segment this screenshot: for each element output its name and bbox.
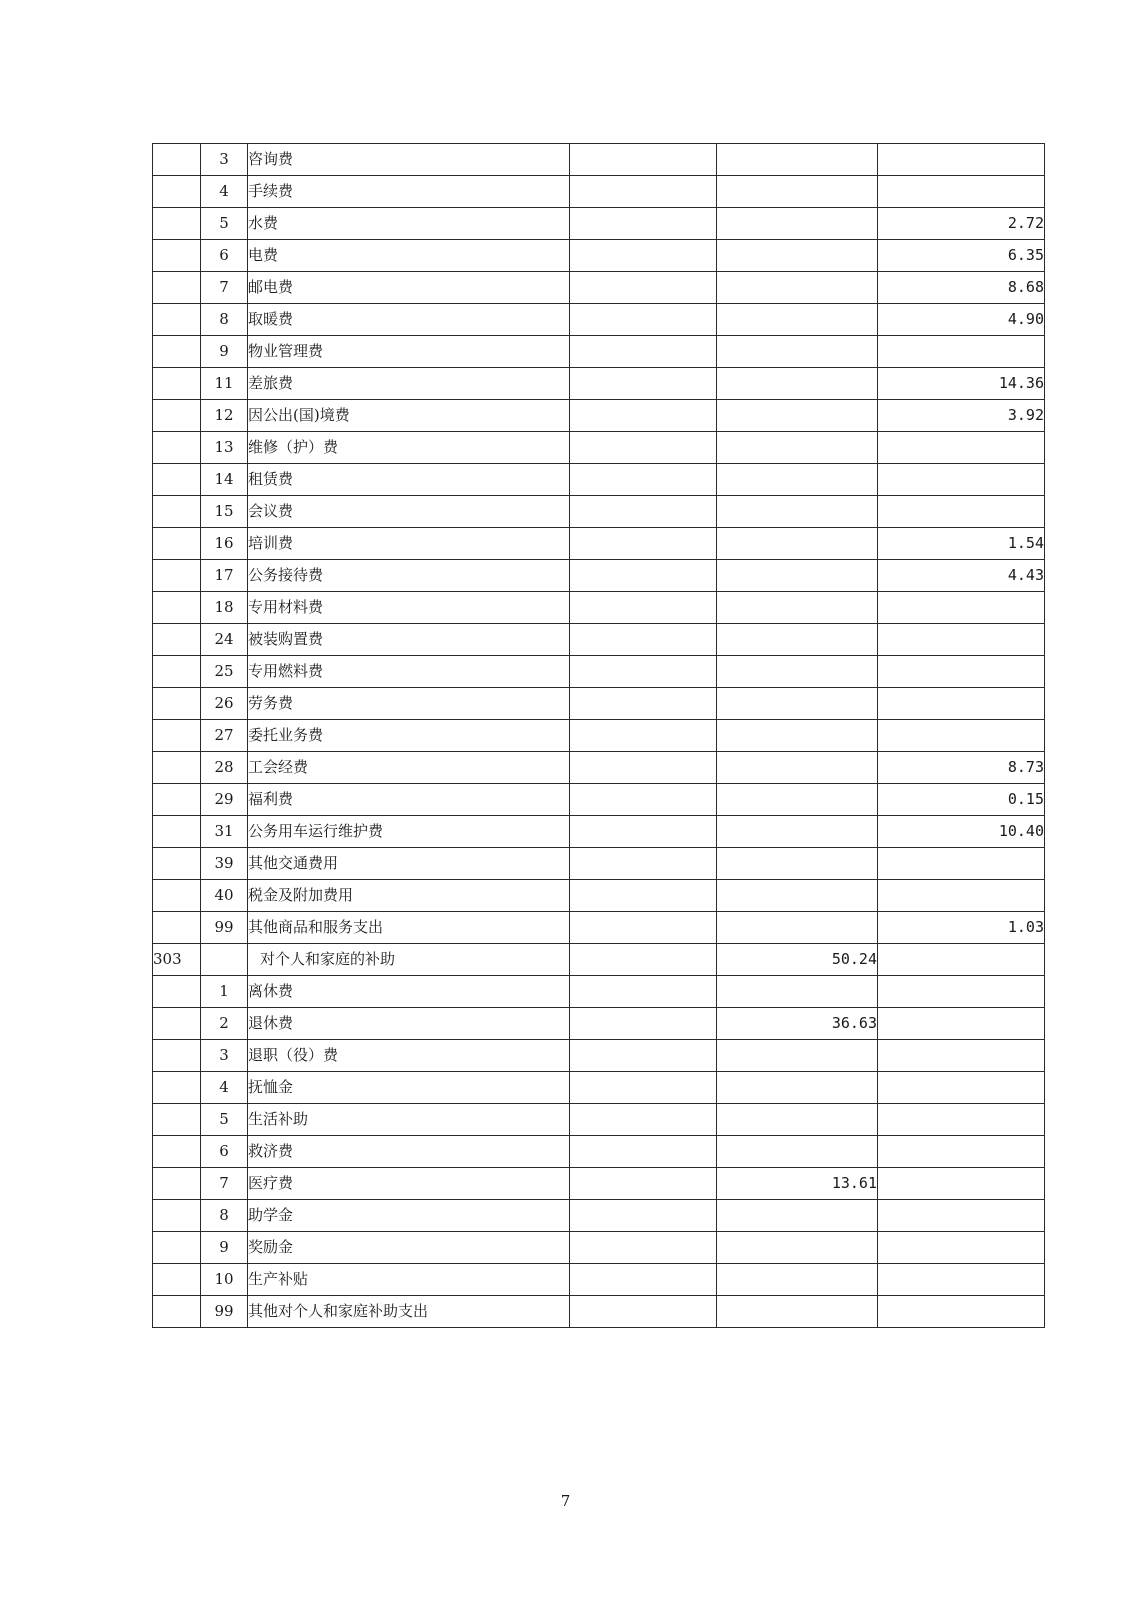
item-name-cell: 救济费 bbox=[248, 1136, 570, 1168]
class-code-cell bbox=[153, 208, 201, 240]
amount-cell-b bbox=[717, 688, 878, 720]
item-name-cell: 其他交通费用 bbox=[248, 848, 570, 880]
amount-cell-c: 3.92 bbox=[878, 400, 1045, 432]
amount-cell-a bbox=[570, 816, 717, 848]
amount-cell-b bbox=[717, 368, 878, 400]
amount-cell-a bbox=[570, 368, 717, 400]
amount-cell-a bbox=[570, 176, 717, 208]
class-code-cell bbox=[153, 1072, 201, 1104]
amount-cell-a bbox=[570, 848, 717, 880]
item-code-cell: 24 bbox=[201, 624, 248, 656]
item-code-cell: 7 bbox=[201, 1168, 248, 1200]
expenditure-table bbox=[152, 143, 1045, 1328]
item-code-cell: 7 bbox=[201, 272, 248, 304]
amount-cell-b bbox=[717, 1072, 878, 1104]
item-name-cell: 退职（役）费 bbox=[248, 1040, 570, 1072]
amount-cell-b bbox=[717, 720, 878, 752]
amount-cell-a bbox=[570, 560, 717, 592]
item-name-cell: 专用材料费 bbox=[248, 592, 570, 624]
item-code-cell: 10 bbox=[201, 1264, 248, 1296]
amount-cell-b bbox=[717, 1232, 878, 1264]
amount-cell-c bbox=[878, 1200, 1045, 1232]
item-name-cell: 奖励金 bbox=[248, 1232, 570, 1264]
item-code-cell: 13 bbox=[201, 432, 248, 464]
item-code-cell: 27 bbox=[201, 720, 248, 752]
amount-cell-c bbox=[878, 1104, 1045, 1136]
amount-cell-c: 1.54 bbox=[878, 528, 1045, 560]
item-name-cell: 公务接待费 bbox=[248, 560, 570, 592]
amount-cell-a bbox=[570, 432, 717, 464]
amount-cell-b bbox=[717, 784, 878, 816]
amount-cell-b bbox=[717, 560, 878, 592]
table-row bbox=[153, 1168, 1045, 1200]
class-code-cell bbox=[153, 1008, 201, 1040]
item-name-cell: 公务用车运行维护费 bbox=[248, 816, 570, 848]
item-code-cell: 6 bbox=[201, 240, 248, 272]
table-row bbox=[153, 240, 1045, 272]
amount-cell-a bbox=[570, 208, 717, 240]
amount-cell-b bbox=[717, 208, 878, 240]
amount-cell-a bbox=[570, 144, 717, 176]
amount-cell-c: 8.73 bbox=[878, 752, 1045, 784]
amount-cell-b bbox=[717, 464, 878, 496]
amount-cell-a bbox=[570, 976, 717, 1008]
class-code-cell bbox=[153, 1232, 201, 1264]
table-row bbox=[153, 496, 1045, 528]
amount-cell-b bbox=[717, 656, 878, 688]
table-row bbox=[153, 400, 1045, 432]
table-row bbox=[153, 624, 1045, 656]
item-name-cell: 助学金 bbox=[248, 1200, 570, 1232]
class-code-cell bbox=[153, 1136, 201, 1168]
amount-cell-b bbox=[717, 848, 878, 880]
amount-cell-a bbox=[570, 784, 717, 816]
item-name-cell: 对个人和家庭的补助 bbox=[248, 944, 570, 976]
amount-cell-c bbox=[878, 1232, 1045, 1264]
budget-table-container bbox=[152, 143, 1044, 1328]
item-name-cell: 医疗费 bbox=[248, 1168, 570, 1200]
class-code-cell: 303 bbox=[153, 944, 201, 976]
class-code-cell bbox=[153, 752, 201, 784]
amount-cell-a bbox=[570, 624, 717, 656]
amount-cell-a bbox=[570, 912, 717, 944]
expenditure-table-body bbox=[153, 144, 1045, 1328]
amount-cell-b bbox=[717, 304, 878, 336]
class-code-cell bbox=[153, 560, 201, 592]
amount-cell-a bbox=[570, 656, 717, 688]
table-row bbox=[153, 784, 1045, 816]
table-row bbox=[153, 1200, 1045, 1232]
item-name-cell: 生产补贴 bbox=[248, 1264, 570, 1296]
amount-cell-a bbox=[570, 1264, 717, 1296]
item-code-cell: 8 bbox=[201, 1200, 248, 1232]
amount-cell-b bbox=[717, 144, 878, 176]
amount-cell-c: 10.40 bbox=[878, 816, 1045, 848]
class-code-cell bbox=[153, 1168, 201, 1200]
amount-cell-c bbox=[878, 976, 1045, 1008]
item-code-cell: 16 bbox=[201, 528, 248, 560]
item-name-cell: 专用燃料费 bbox=[248, 656, 570, 688]
class-code-cell bbox=[153, 976, 201, 1008]
class-code-cell bbox=[153, 1200, 201, 1232]
item-code-cell: 5 bbox=[201, 208, 248, 240]
class-code-cell bbox=[153, 336, 201, 368]
amount-cell-a bbox=[570, 304, 717, 336]
amount-cell-b bbox=[717, 400, 878, 432]
item-name-cell: 租赁费 bbox=[248, 464, 570, 496]
table-row bbox=[153, 1232, 1045, 1264]
amount-cell-a bbox=[570, 1296, 717, 1328]
item-name-cell: 生活补助 bbox=[248, 1104, 570, 1136]
amount-cell-c: 4.90 bbox=[878, 304, 1045, 336]
amount-cell-c: 1.03 bbox=[878, 912, 1045, 944]
item-code-cell: 15 bbox=[201, 496, 248, 528]
table-row bbox=[153, 464, 1045, 496]
table-row bbox=[153, 1264, 1045, 1296]
table-row bbox=[153, 976, 1045, 1008]
item-code-cell: 18 bbox=[201, 592, 248, 624]
item-name-cell: 离休费 bbox=[248, 976, 570, 1008]
amount-cell-c bbox=[878, 464, 1045, 496]
class-code-cell bbox=[153, 496, 201, 528]
amount-cell-c bbox=[878, 336, 1045, 368]
table-row bbox=[153, 1104, 1045, 1136]
item-code-cell: 5 bbox=[201, 1104, 248, 1136]
item-code-cell: 99 bbox=[201, 912, 248, 944]
item-name-cell: 其他商品和服务支出 bbox=[248, 912, 570, 944]
item-code-cell: 12 bbox=[201, 400, 248, 432]
class-code-cell bbox=[153, 1264, 201, 1296]
amount-cell-c bbox=[878, 1072, 1045, 1104]
table-row bbox=[153, 752, 1045, 784]
page-number: 7 bbox=[560, 1492, 571, 1510]
table-row bbox=[153, 272, 1045, 304]
amount-cell-a bbox=[570, 592, 717, 624]
amount-cell-b bbox=[717, 816, 878, 848]
amount-cell-b bbox=[717, 528, 878, 560]
amount-cell-b: 36.63 bbox=[717, 1008, 878, 1040]
amount-cell-c bbox=[878, 848, 1045, 880]
table-row bbox=[153, 1040, 1045, 1072]
class-code-cell bbox=[153, 304, 201, 336]
table-row bbox=[153, 816, 1045, 848]
table-row bbox=[153, 528, 1045, 560]
item-code-cell: 39 bbox=[201, 848, 248, 880]
table-row bbox=[153, 432, 1045, 464]
table-row bbox=[153, 336, 1045, 368]
amount-cell-b: 50.24 bbox=[717, 944, 878, 976]
class-code-cell bbox=[153, 432, 201, 464]
class-code-cell bbox=[153, 880, 201, 912]
amount-cell-b bbox=[717, 272, 878, 304]
amount-cell-a bbox=[570, 496, 717, 528]
item-name-cell: 培训费 bbox=[248, 528, 570, 560]
amount-cell-b: 13.61 bbox=[717, 1168, 878, 1200]
class-code-cell bbox=[153, 720, 201, 752]
item-name-cell: 水费 bbox=[248, 208, 570, 240]
class-code-cell bbox=[153, 848, 201, 880]
amount-cell-b bbox=[717, 592, 878, 624]
amount-cell-a bbox=[570, 1232, 717, 1264]
amount-cell-a bbox=[570, 1168, 717, 1200]
table-row bbox=[153, 656, 1045, 688]
amount-cell-c bbox=[878, 720, 1045, 752]
item-name-cell: 其他对个人和家庭补助支出 bbox=[248, 1296, 570, 1328]
amount-cell-b bbox=[717, 880, 878, 912]
amount-cell-c: 4.43 bbox=[878, 560, 1045, 592]
amount-cell-c bbox=[878, 1296, 1045, 1328]
amount-cell-a bbox=[570, 400, 717, 432]
item-name-cell: 电费 bbox=[248, 240, 570, 272]
class-code-cell bbox=[153, 176, 201, 208]
amount-cell-a bbox=[570, 240, 717, 272]
amount-cell-c bbox=[878, 1040, 1045, 1072]
item-name-cell: 退休费 bbox=[248, 1008, 570, 1040]
amount-cell-a bbox=[570, 528, 717, 560]
amount-cell-c bbox=[878, 880, 1045, 912]
table-row bbox=[153, 1072, 1045, 1104]
class-code-cell bbox=[153, 528, 201, 560]
amount-cell-c: 14.36 bbox=[878, 368, 1045, 400]
item-code-cell: 4 bbox=[201, 176, 248, 208]
item-code-cell: 99 bbox=[201, 1296, 248, 1328]
item-name-cell: 会议费 bbox=[248, 496, 570, 528]
amount-cell-c bbox=[878, 592, 1045, 624]
amount-cell-a bbox=[570, 1200, 717, 1232]
item-name-cell: 委托业务费 bbox=[248, 720, 570, 752]
amount-cell-a bbox=[570, 1008, 717, 1040]
item-name-cell: 税金及附加费用 bbox=[248, 880, 570, 912]
item-code-cell: 3 bbox=[201, 1040, 248, 1072]
amount-cell-b bbox=[717, 1200, 878, 1232]
amount-cell-a bbox=[570, 752, 717, 784]
amount-cell-a bbox=[570, 944, 717, 976]
amount-cell-c: 8.68 bbox=[878, 272, 1045, 304]
item-code-cell: 9 bbox=[201, 1232, 248, 1264]
table-row bbox=[153, 1136, 1045, 1168]
table-row bbox=[153, 720, 1045, 752]
class-code-cell bbox=[153, 464, 201, 496]
item-code-cell: 14 bbox=[201, 464, 248, 496]
item-code-cell: 26 bbox=[201, 688, 248, 720]
item-name-cell: 被装购置费 bbox=[248, 624, 570, 656]
item-code-cell: 31 bbox=[201, 816, 248, 848]
item-name-cell: 咨询费 bbox=[248, 144, 570, 176]
item-name-cell: 抚恤金 bbox=[248, 1072, 570, 1104]
amount-cell-a bbox=[570, 1072, 717, 1104]
item-code-cell: 1 bbox=[201, 976, 248, 1008]
amount-cell-a bbox=[570, 464, 717, 496]
item-name-cell: 维修（护）费 bbox=[248, 432, 570, 464]
class-code-cell bbox=[153, 912, 201, 944]
amount-cell-a bbox=[570, 1040, 717, 1072]
item-code-cell bbox=[201, 944, 248, 976]
item-name-cell: 邮电费 bbox=[248, 272, 570, 304]
amount-cell-b bbox=[717, 240, 878, 272]
amount-cell-b bbox=[717, 624, 878, 656]
class-code-cell bbox=[153, 144, 201, 176]
amount-cell-b bbox=[717, 912, 878, 944]
item-code-cell: 40 bbox=[201, 880, 248, 912]
amount-cell-c bbox=[878, 176, 1045, 208]
amount-cell-b bbox=[717, 336, 878, 368]
amount-cell-a bbox=[570, 880, 717, 912]
amount-cell-c: 2.72 bbox=[878, 208, 1045, 240]
amount-cell-a bbox=[570, 1136, 717, 1168]
class-code-cell bbox=[153, 656, 201, 688]
item-code-cell: 4 bbox=[201, 1072, 248, 1104]
amount-cell-b bbox=[717, 1040, 878, 1072]
amount-cell-c bbox=[878, 496, 1045, 528]
item-code-cell: 25 bbox=[201, 656, 248, 688]
class-code-cell bbox=[153, 592, 201, 624]
amount-cell-a bbox=[570, 336, 717, 368]
amount-cell-b bbox=[717, 752, 878, 784]
amount-cell-c bbox=[878, 1168, 1045, 1200]
item-code-cell: 3 bbox=[201, 144, 248, 176]
item-name-cell: 差旅费 bbox=[248, 368, 570, 400]
item-name-cell: 物业管理费 bbox=[248, 336, 570, 368]
class-code-cell bbox=[153, 1296, 201, 1328]
amount-cell-c bbox=[878, 1008, 1045, 1040]
amount-cell-c bbox=[878, 144, 1045, 176]
amount-cell-c: 6.35 bbox=[878, 240, 1045, 272]
amount-cell-c bbox=[878, 656, 1045, 688]
amount-cell-b bbox=[717, 976, 878, 1008]
amount-cell-b bbox=[717, 432, 878, 464]
amount-cell-a bbox=[570, 720, 717, 752]
amount-cell-a bbox=[570, 1104, 717, 1136]
table-row bbox=[153, 176, 1045, 208]
amount-cell-b bbox=[717, 1136, 878, 1168]
class-code-cell bbox=[153, 240, 201, 272]
table-row bbox=[153, 368, 1045, 400]
amount-cell-c bbox=[878, 944, 1045, 976]
item-name-cell: 因公出(国)境费 bbox=[248, 400, 570, 432]
table-row bbox=[153, 304, 1045, 336]
table-row bbox=[153, 592, 1045, 624]
item-name-cell: 劳务费 bbox=[248, 688, 570, 720]
item-name-cell: 工会经费 bbox=[248, 752, 570, 784]
item-name-cell: 福利费 bbox=[248, 784, 570, 816]
table-row bbox=[153, 560, 1045, 592]
item-name-cell: 取暖费 bbox=[248, 304, 570, 336]
table-group-row bbox=[153, 944, 1045, 976]
amount-cell-b bbox=[717, 176, 878, 208]
table-row bbox=[153, 1008, 1045, 1040]
table-row bbox=[153, 1296, 1045, 1328]
class-code-cell bbox=[153, 784, 201, 816]
class-code-cell bbox=[153, 1104, 201, 1136]
amount-cell-a bbox=[570, 688, 717, 720]
amount-cell-b bbox=[717, 1104, 878, 1136]
item-code-cell: 28 bbox=[201, 752, 248, 784]
table-row bbox=[153, 912, 1045, 944]
table-row bbox=[153, 208, 1045, 240]
class-code-cell bbox=[153, 816, 201, 848]
class-code-cell bbox=[153, 688, 201, 720]
amount-cell-c bbox=[878, 1136, 1045, 1168]
item-code-cell: 8 bbox=[201, 304, 248, 336]
amount-cell-b bbox=[717, 1296, 878, 1328]
amount-cell-c bbox=[878, 432, 1045, 464]
amount-cell-c bbox=[878, 624, 1045, 656]
table-row bbox=[153, 144, 1045, 176]
table-row bbox=[153, 848, 1045, 880]
class-code-cell bbox=[153, 400, 201, 432]
class-code-cell bbox=[153, 624, 201, 656]
item-name-cell: 手续费 bbox=[248, 176, 570, 208]
amount-cell-c bbox=[878, 688, 1045, 720]
class-code-cell bbox=[153, 368, 201, 400]
item-code-cell: 6 bbox=[201, 1136, 248, 1168]
item-code-cell: 17 bbox=[201, 560, 248, 592]
class-code-cell bbox=[153, 1040, 201, 1072]
amount-cell-b bbox=[717, 496, 878, 528]
item-code-cell: 11 bbox=[201, 368, 248, 400]
item-code-cell: 2 bbox=[201, 1008, 248, 1040]
item-code-cell: 29 bbox=[201, 784, 248, 816]
amount-cell-c bbox=[878, 1264, 1045, 1296]
item-code-cell: 9 bbox=[201, 336, 248, 368]
table-row bbox=[153, 880, 1045, 912]
amount-cell-b bbox=[717, 1264, 878, 1296]
table-row bbox=[153, 688, 1045, 720]
amount-cell-c: 0.15 bbox=[878, 784, 1045, 816]
class-code-cell bbox=[153, 272, 201, 304]
amount-cell-a bbox=[570, 272, 717, 304]
